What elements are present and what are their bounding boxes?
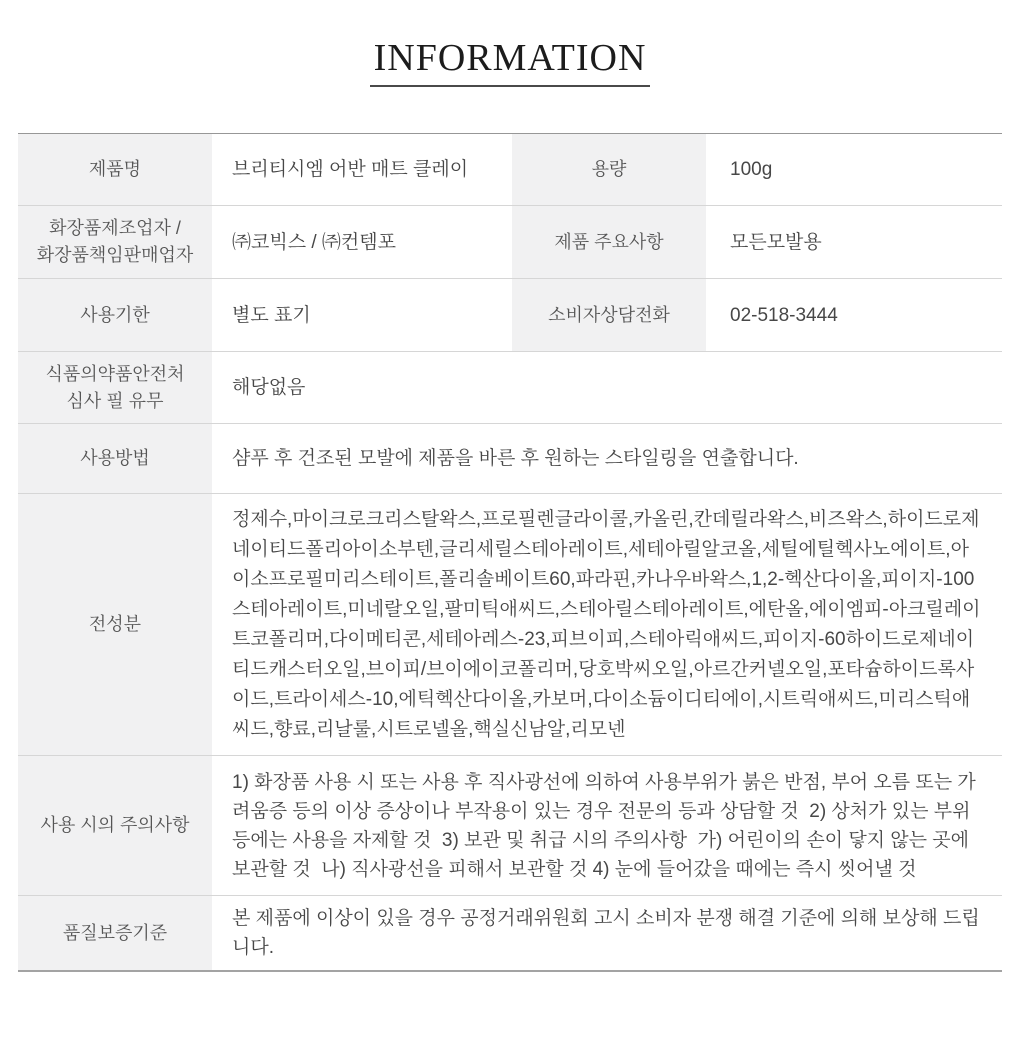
product-info-table — [18, 133, 1002, 972]
expiration-label: 사용기한 — [18, 279, 212, 351]
volume-label: 용량 — [512, 134, 706, 205]
volume-value: 100g — [730, 159, 773, 180]
ingredients-label: 전성분 — [18, 494, 212, 755]
usage-label: 사용방법 — [18, 424, 212, 493]
usage-value: 샴푸 후 건조된 모발에 제품을 바른 후 원하는 스타일링을 연출합니다. — [232, 448, 799, 469]
expiration-value: 별도 표기 — [232, 304, 311, 326]
table-row-expiration — [18, 279, 1002, 352]
title-section — [0, 0, 1020, 133]
product-name-label: 제품명 — [18, 134, 212, 205]
manufacturer-value: ㈜코빅스 / ㈜컨템포 — [232, 231, 396, 253]
precautions-label: 사용 시의 주의사항 — [18, 756, 212, 895]
mfds-review-label: 식품의약품안전처 심사 필 유무 — [18, 352, 212, 423]
manufacturer-label: 화장품제조업자 / 화장품책임판매업자 — [18, 206, 212, 278]
table-row-ingredients — [18, 494, 1002, 756]
product-name-value: 브리티시엠 어반 매트 클레이 — [232, 159, 469, 180]
table-row-precautions — [18, 756, 1002, 896]
table-row-manufacturer — [18, 206, 1002, 279]
ingredients-text: 정제수,마이크로크리스탈왁스,프로필렌글라이콜,카올린,칸데릴라왁스,비즈왁스,하이드로제네이티드폴리아이소부텐,글리세릴스테아레이트,세테아릴알코올,세틸에틸헥사노에이트,아이소프로필미리스테이트,폴리솔베이트60,파라핀,카나우바왁스,1,2-헥산다이올,피이지-100스테아레이트,미네랄오일,팔미틱애씨드,스테아릴스테아레이트,에탄올,에이엠피-아크릴레이트코폴리머,다이메티콘,세테아레스-23,피브이피,스테아릭애씨드,피이지-60하이드로제네이티드캐스터오일,브이피/브이에이코폴리머,당호박씨오일,아르간커넬오일,포타슘하이드록사이드,트라이세스-10,에틱헥산다이올,카보머,다이소듐이디티에이,시트릭애씨드,미리스틱애씨드,향료,리날룰,시트로넬올,핵실신남알,리모넨 — [232, 508, 981, 740]
page-title: INFORMATION — [370, 36, 651, 87]
table-row-product-name — [18, 134, 1002, 206]
customer-service-label: 소비자상담전화 — [512, 279, 706, 351]
quality-guarantee-value: 본 제품에 이상이 있을 경우 공정거래위원회 고시 소비자 분쟁 해결 기준에 의해 보상해 드립니다. — [232, 908, 980, 958]
quality-guarantee-label: 품질보증기준 — [18, 896, 212, 970]
ingredients-value — [212, 494, 1002, 755]
key-specs-value: 모든모발용 — [730, 231, 822, 253]
mfds-review-value: 해당없음 — [232, 377, 306, 398]
table-row-quality-guarantee — [18, 896, 1002, 970]
precautions-text: 1) 화장품 사용 시 또는 사용 후 직사광선에 의하여 사용부위가 붉은 반점, 부어 오름 또는 가려움증 등의 이상 증상이나 부작용이 있는 경우 전문의 등과 상담할 것 2) 상처가 있는 부위 등에는 사용을 자제할 것 3) 보관 및 취급 시의 주의사항 가) 어린이의 손이 닿지 않는 곳에 보관할 것 나) 직사광선을 피해서 보관할 것 4) 눈에 들어갔을 때에는 즉시 씻어낼 것 — [232, 771, 976, 880]
key-specs-label: 제품 주요사항 — [512, 206, 706, 278]
precautions-value — [212, 756, 1002, 895]
table-row-mfds-review — [18, 352, 1002, 424]
customer-service-value: 02-518-3444 — [730, 304, 838, 326]
table-row-usage — [18, 424, 1002, 494]
